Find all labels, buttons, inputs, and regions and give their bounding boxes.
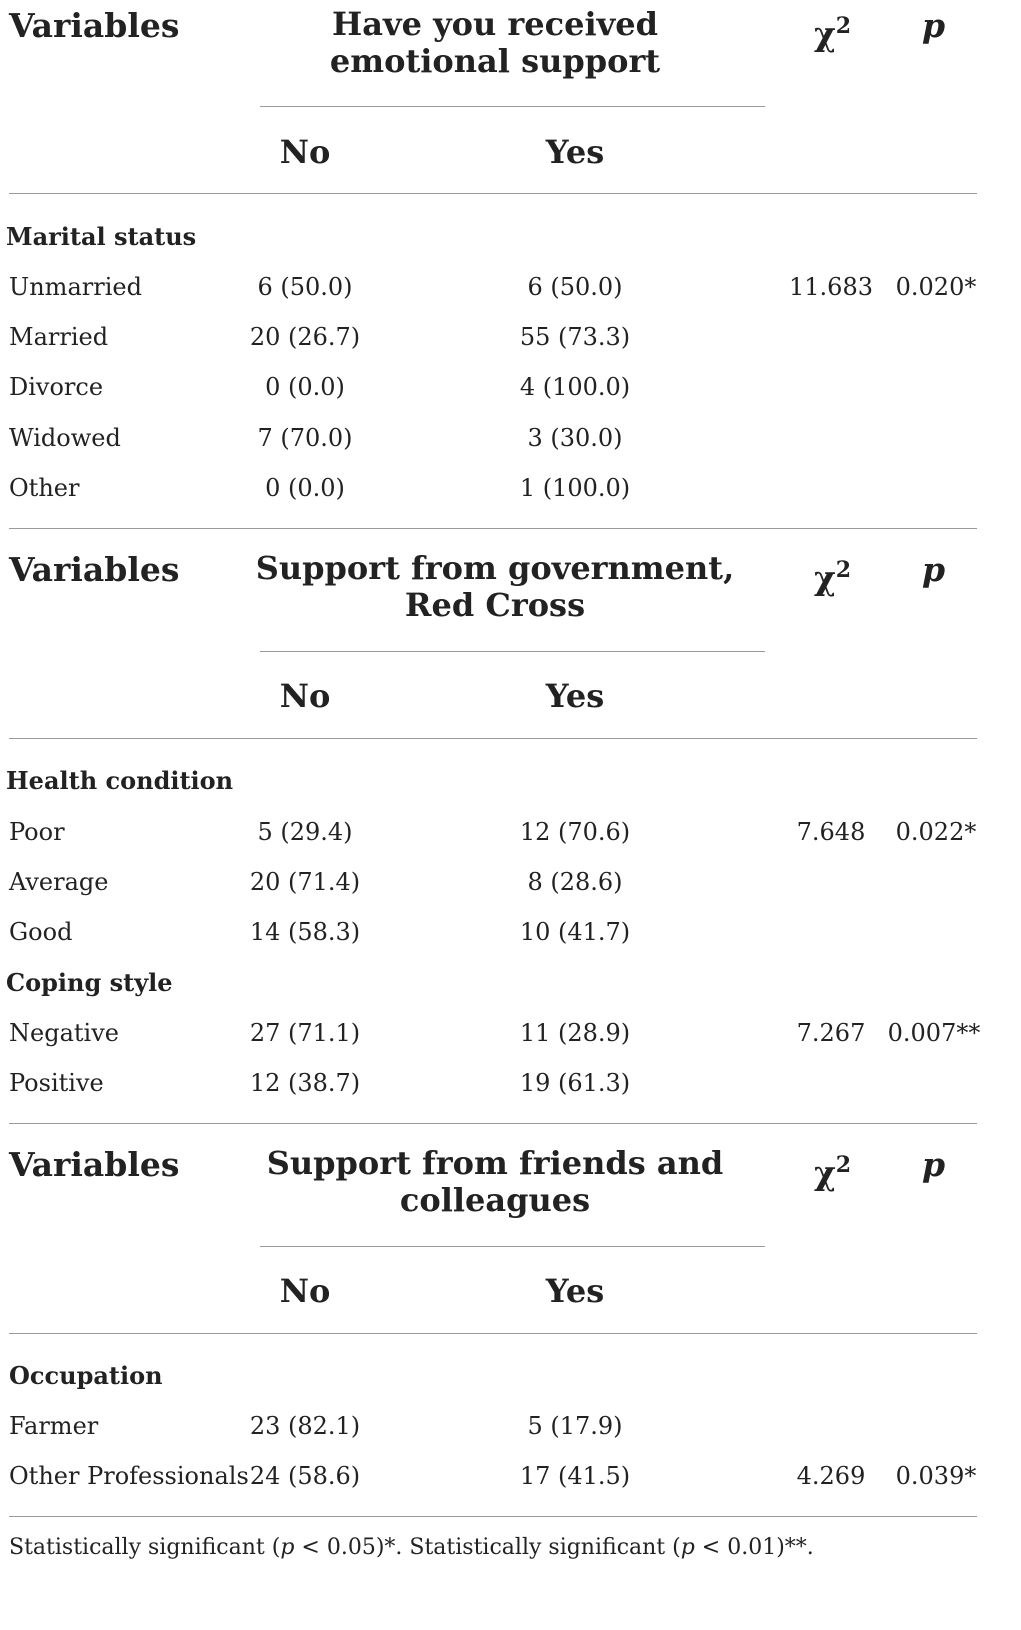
row-label: Other bbox=[9, 474, 80, 502]
p-value-cell: 0.039* bbox=[895, 1462, 977, 1490]
group-label: Occupation bbox=[9, 1361, 163, 1390]
yes-cell: 8 (28.6) bbox=[527, 868, 623, 896]
variables-header: Variables bbox=[9, 550, 180, 589]
no-cell: 12 (38.7) bbox=[249, 1069, 361, 1097]
no-cell: 0 (0.0) bbox=[265, 474, 345, 502]
row-label: Average bbox=[9, 868, 109, 896]
no-cell: 5 (29.4) bbox=[257, 818, 353, 846]
section-title: Support from friends and colleagues bbox=[266, 1144, 724, 1219]
yes-cell: 6 (50.0) bbox=[527, 273, 623, 301]
chi-square-cell: 4.269 bbox=[796, 1462, 866, 1490]
yes-column-header: Yes bbox=[545, 677, 605, 715]
yes-cell: 5 (17.9) bbox=[527, 1412, 623, 1440]
group-label: Coping style bbox=[6, 968, 173, 997]
row-label: Unmarried bbox=[9, 273, 142, 301]
yes-column-header: Yes bbox=[545, 1272, 605, 1310]
yes-cell: 11 (28.9) bbox=[519, 1019, 631, 1047]
p-value-header: p bbox=[922, 1145, 946, 1184]
yes-column-header: Yes bbox=[545, 133, 605, 171]
no-cell: 14 (58.3) bbox=[249, 918, 361, 946]
no-cell: 27 (71.1) bbox=[249, 1019, 361, 1047]
no-column-header: No bbox=[279, 677, 331, 715]
row-label: Other Professionals bbox=[9, 1462, 249, 1490]
yes-cell: 12 (70.6) bbox=[519, 818, 631, 846]
row-label: Poor bbox=[9, 818, 65, 846]
header-divider bbox=[260, 106, 765, 107]
chi-square-header: $\chi^2$ bbox=[814, 1152, 852, 1192]
p-value-header: p bbox=[922, 6, 946, 45]
yes-cell: 10 (41.7) bbox=[519, 918, 631, 946]
yes-cell: 4 (100.0) bbox=[519, 373, 631, 401]
chi-square-header: $\chi^2$ bbox=[814, 557, 852, 597]
row-label: Negative bbox=[9, 1019, 119, 1047]
group-label: Health condition bbox=[6, 766, 234, 795]
no-cell: 6 (50.0) bbox=[257, 273, 353, 301]
yes-cell: 3 (30.0) bbox=[527, 424, 623, 452]
yes-cell: 17 (41.5) bbox=[519, 1462, 631, 1490]
header-divider bbox=[260, 1246, 765, 1247]
row-label: Widowed bbox=[9, 424, 121, 452]
row-label: Divorce bbox=[9, 373, 104, 401]
section-divider bbox=[9, 1123, 977, 1124]
footnote: Statistically significant (p < 0.05)*. Statistically significant (p < 0.01)**. bbox=[9, 1535, 814, 1560]
header-bottom-rule bbox=[9, 193, 977, 194]
no-cell: 23 (82.1) bbox=[249, 1412, 361, 1440]
chi-square-cell: 7.267 bbox=[796, 1019, 866, 1047]
yes-cell: 19 (61.3) bbox=[519, 1069, 631, 1097]
header-divider bbox=[260, 651, 765, 652]
no-cell: 20 (71.4) bbox=[249, 868, 361, 896]
section-title: Support from government, Red Cross bbox=[255, 549, 735, 624]
section-divider bbox=[9, 528, 977, 529]
no-column-header: No bbox=[279, 133, 331, 171]
no-cell: 0 (0.0) bbox=[265, 373, 345, 401]
p-value-header: p bbox=[922, 550, 946, 589]
group-label: Marital status bbox=[6, 222, 197, 251]
no-cell: 7 (70.0) bbox=[257, 424, 353, 452]
variables-header: Variables bbox=[9, 1145, 180, 1184]
section-title: Have you received emotional support bbox=[329, 5, 661, 80]
no-cell: 24 (58.6) bbox=[249, 1462, 361, 1490]
row-label: Married bbox=[9, 323, 109, 351]
row-label: Farmer bbox=[9, 1412, 99, 1440]
row-label: Positive bbox=[9, 1069, 104, 1097]
variables-header: Variables bbox=[9, 6, 180, 45]
no-cell: 20 (26.7) bbox=[249, 323, 361, 351]
yes-cell: 55 (73.3) bbox=[519, 323, 631, 351]
chi-square-cell: 7.648 bbox=[796, 818, 866, 846]
yes-cell: 1 (100.0) bbox=[519, 474, 631, 502]
no-column-header: No bbox=[279, 1272, 331, 1310]
chi-square-header: $\chi^2$ bbox=[814, 13, 852, 53]
p-value-cell: 0.020* bbox=[895, 273, 977, 301]
header-bottom-rule bbox=[9, 1333, 977, 1334]
chi-square-cell: 11.683 bbox=[789, 273, 873, 301]
footer-rule bbox=[9, 1516, 977, 1517]
p-value-cell: 0.022* bbox=[895, 818, 977, 846]
row-label: Good bbox=[9, 918, 73, 946]
header-bottom-rule bbox=[9, 738, 977, 739]
p-value-cell: 0.007** bbox=[887, 1019, 981, 1047]
